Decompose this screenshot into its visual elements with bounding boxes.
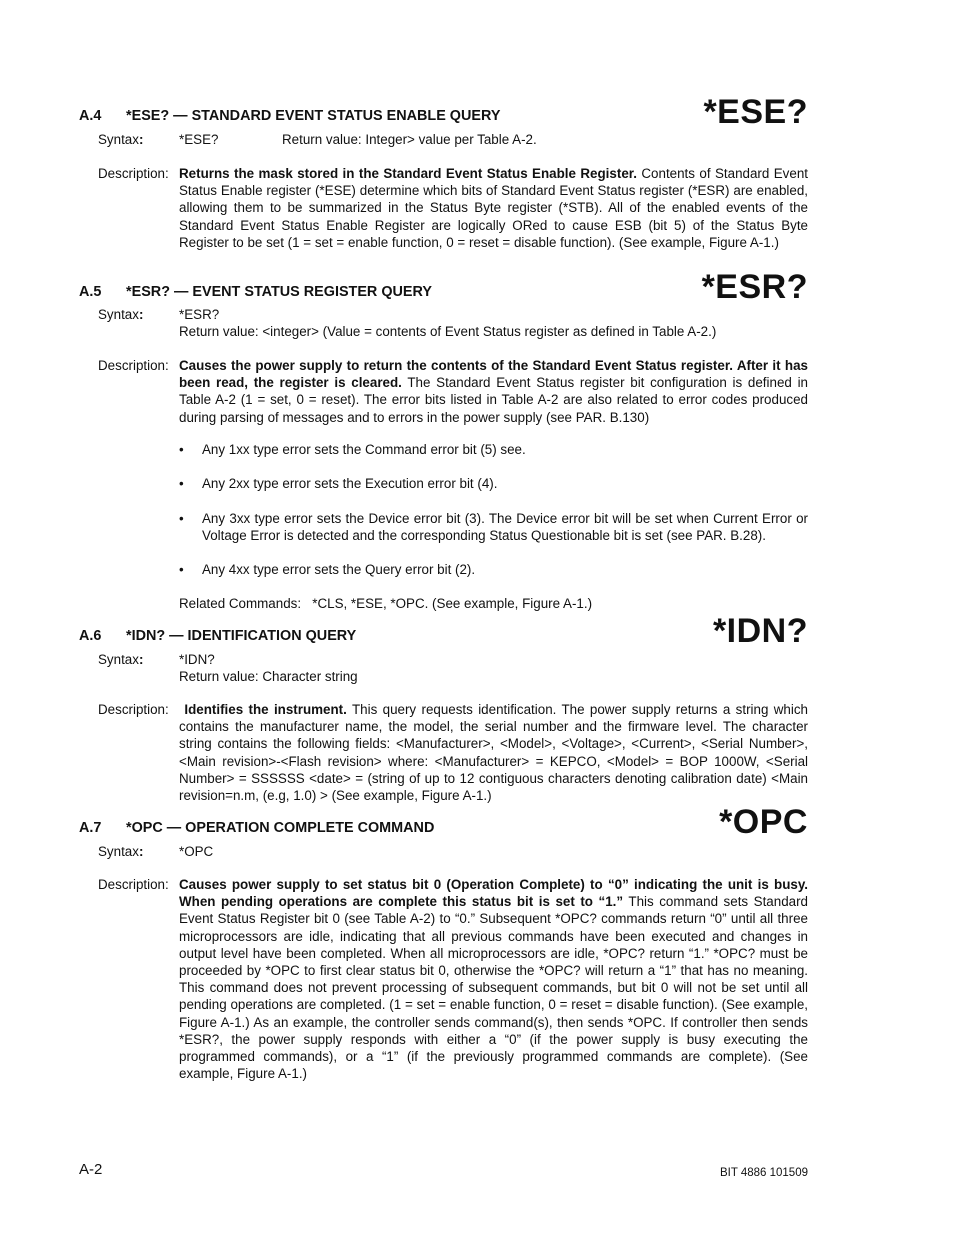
description-row-a5 [98, 357, 808, 427]
syntax-return: Return value: Integer> value per Table A-2. [282, 132, 537, 147]
big-command-opc: *OPC [719, 803, 808, 841]
related-commands [179, 595, 808, 612]
description-text: Identifies the instrument. This query requests identification. The power supply returns a string which contains the manufacturer name, the model, the serial number and the firmware level. The character string contains the following fields: <Manufacturer>, <Model>, <Voltage>, <Current>, <Serial Number>, <Main revision>-<Flash revision> where: <Manufacturer> = KEPCO, <Model> = BOP 1000W, <Serial Number> = SSSSSS <date> = (string of up to 12 contiguous characters denoting calibration date) <Main revision=n.m, (e.g, 1.0) > (See example, Figure A-1.) [179, 702, 808, 804]
syntax-row-a6: Syntax: *IDN? Return value: Character string [98, 651, 808, 687]
bullet-icon: • [179, 511, 184, 526]
section-title: *OPC — OPERATION COMPLETE COMMAND [126, 820, 435, 836]
description-label: Description: [98, 702, 169, 717]
syntax-label: Syntax [98, 844, 139, 859]
document-id: BIT 4886 101509 [719, 1167, 808, 1179]
bullet-icon: • [179, 476, 184, 491]
syntax-row-a4: Syntax: *ESE? Return value: Integer> value per Table A-2. [98, 132, 537, 147]
section-heading-a4 [79, 108, 500, 125]
syntax-command: *OPC [179, 844, 214, 859]
description-row-a4 [98, 165, 808, 269]
description-text: Causes power supply to set status bit 0 (Operation Complete) to “0” indicating the unit is busy. When pending operations are complete this status bit is set to “1.” This command sets Standard Event Status Register bit 0 (see Table A-2) to “0.” Subsequent *OPC? commands return “0” until all three microprocessors are idle, indicating that all previous commands have been executed and changes in output level have been completed. When all microprocessors are idle, *OPC? return “1.” *OPC? must be proceeded by *OPC to first clear status bit 0, otherwise the *OPC? will return a “1” that has no meaning. This command does not prevent processing of subsequent commands, but bit 0 will not be set until all pending operations are completed. (1 = set = enable function, 0 = reset = disable function). (See example, Figure A-1.) As an example, the controller sends command(s), then sends *OPC. If controller then sends *ESR?, the power supply responds with either a “0” (if the power supply is busy executing the programmed commands), or a “1” (if the previously programmed commands are complete). (See example, Figure A-1.) [179, 877, 808, 1082]
syntax-command: *IDN? [179, 652, 215, 667]
syntax-command: *ESR? [179, 307, 220, 322]
syntax-row-a5: Syntax: *ESR? Return value: <integer> (Value = contents of Event Status register as defined in Table A-2.) [98, 306, 808, 342]
section-number: A.6 [79, 628, 102, 644]
big-command-ese: *ESE? [703, 93, 808, 131]
big-command-esr: *ESR? [701, 268, 808, 306]
description-label: Description: [98, 877, 169, 892]
bullet-icon: • [179, 562, 184, 577]
section-number: A.7 [79, 820, 102, 836]
description-text: Causes the power supply to return the contents of the Standard Event Status register. After it has been read, the register is cleared. The Standard Event Status register bit configuration is defined in Table A-2 (1 = set, 0 = reset). The error bits listed in Table A-2 are also related to error codes produced during parsing of messages and to errors in the power supply (see PAR. B.130) [179, 358, 808, 425]
section-heading-a7 [79, 820, 434, 837]
related-label: Related Commands: [179, 596, 302, 611]
section-number: A.5 [79, 284, 102, 300]
big-command-idn: *IDN? [712, 612, 808, 650]
description-row-a6 [98, 701, 808, 805]
section-heading-a5 [79, 284, 432, 301]
description-row-a7 [98, 876, 808, 1082]
syntax-command: *ESE? [179, 132, 219, 147]
syntax-label: Syntax [98, 132, 139, 147]
syntax-label: Syntax [98, 652, 139, 667]
syntax-return: Return value: Character string [179, 669, 358, 685]
bullet-icon: • [179, 442, 184, 457]
page-number: A-2 [79, 1161, 103, 1178]
section-title: *ESR? — EVENT STATUS REGISTER QUERY [126, 284, 432, 300]
section-heading-a6 [79, 628, 356, 645]
description-label: Description: [98, 358, 169, 373]
syntax-return: Return value: <integer> (Value = contents of Event Status register as defined in Table A-2.) [179, 324, 717, 340]
description-label: Description: [98, 166, 169, 181]
related-text: *CLS, *ESE, *OPC. (See example, Figure A-1.) [312, 596, 593, 611]
syntax-row-a7: Syntax: *OPC [98, 844, 214, 859]
section-title: *ESE? — STANDARD EVENT STATUS ENABLE QUERY [126, 108, 501, 124]
syntax-label: Syntax [98, 307, 139, 322]
section-title: *IDN? — IDENTIFICATION QUERY [126, 628, 357, 644]
description-text: Returns the mask stored in the Standard Event Status Enable Register. Contents of Standard Event Status Enable register (*ESE) determine which bits of Standard Event Status register (*ESR) are enabled, allowing them to be summarized in the Status Byte register (*STB). All of the enabled events of the Standard Event Status Enable Register are logically ORed to cause ESB (bit 5) of the Status Byte Register to be set (1 = set = enable function, 0 = reset = disable function). (See example, Figure A-1.) [179, 166, 808, 250]
section-number: A.4 [79, 108, 102, 124]
